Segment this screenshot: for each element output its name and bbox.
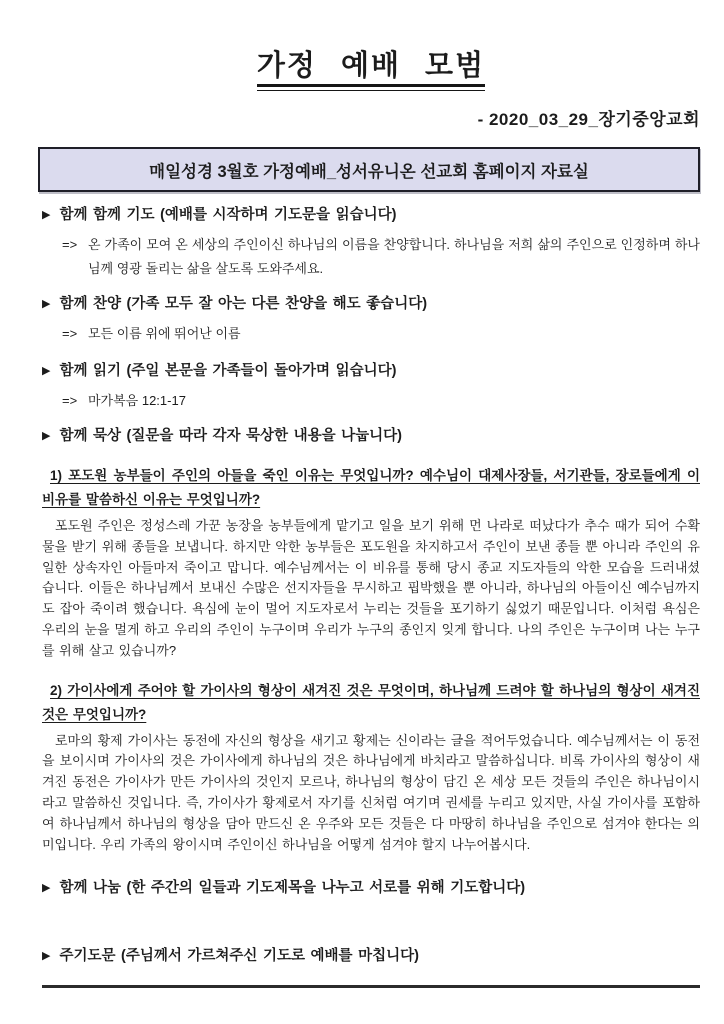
section-heading-praise-label: 함께 찬양 (가족 모두 잘 아는 다른 찬양을 해도 좋습니다) — [59, 296, 428, 312]
banner-title: 매일성경 3월호 가정예배_성서유니온 선교회 홈페이지 자료실 — [149, 163, 589, 181]
section-heading-meditation — [42, 426, 700, 447]
response-arrow-icon: => — [62, 393, 78, 408]
section-heading-lords-prayer — [42, 946, 700, 967]
section-heading-sharing — [42, 878, 700, 899]
meditation-question-1: 1) 포도원 농부들이 주인의 아들을 죽인 이유는 무엇입니까? 예수님이 대제사장들, 서기관들, 장로들에게 이 비유를 말씀하신 이유는 무엇입니까? — [42, 468, 700, 507]
triangle-bullet-icon: ▶ — [42, 430, 51, 442]
response-prayer-text: 온 가족이 모여 온 세상의 주인이신 하나님의 이름을 찬양합니다. 하나님을 저희 삶의 주인으로 인정하며 하나님께 영광 돌리는 삶을 살도록 도와주세요. — [88, 237, 700, 276]
section-heading-prayer — [42, 205, 700, 226]
triangle-bullet-icon: ▶ — [42, 950, 51, 963]
section-heading-praise — [42, 294, 700, 315]
response-praise — [62, 322, 700, 346]
section-heading-sharing-label: 함께 나눔 (한 주간의 일들과 기도제목을 나누고 서로를 위해 기도합니다) — [59, 880, 526, 897]
section-heading-reading — [42, 361, 700, 382]
meditation-question-2: 2) 가이사에게 주어야 할 가이사의 형상이 새겨진 것은 무엇이며, 하나님께 드려야 할 하나님의 형상이 새겨진 것은 무엇입니까? — [42, 682, 700, 722]
triangle-bullet-icon: ▶ — [42, 298, 51, 310]
banner-box — [38, 147, 700, 192]
section-heading-meditation-label: 함께 묵상 (질문을 따라 각자 묵상한 내용을 나눕니다) — [59, 428, 402, 444]
bottom-divider — [42, 985, 700, 988]
title-double-underline — [257, 46, 485, 91]
response-reading — [62, 389, 700, 413]
triangle-bullet-icon: ▶ — [42, 365, 51, 377]
response-prayer — [62, 233, 700, 281]
page-title — [42, 46, 700, 91]
response-arrow-icon: => — [62, 326, 78, 341]
section-heading-reading-label: 함께 읽기 (주일 본문을 가족들이 돌아가며 읽습니다) — [59, 363, 397, 379]
triangle-bullet-icon: ▶ — [42, 882, 51, 895]
section-heading-lords-prayer-label: 주기도문 (주님께서 가르쳐주신 기도로 예배를 마칩니다) — [59, 948, 419, 965]
response-arrow-icon: => — [62, 237, 78, 252]
response-praise-text: 모든 이름 위에 뛰어난 이름 — [88, 326, 241, 341]
section-heading-prayer-label: 함께 함께 기도 (예배를 시작하며 기도문을 읽습니다) — [59, 207, 397, 223]
response-reading-text: 마가복음 12:1-17 — [88, 393, 186, 408]
meditation-answer-1: 포도원 주인은 정성스레 가꾼 농장을 농부들에게 맡기고 일을 보기 위해 먼 나라로 떠났다가 추수 때가 되어 수확물을 받기 위해 종들을 보냅니다. 하지만 악한 농부들은 포도원을 차지하고서 주인이 보낸 종들 뿐 아니라 주인의 유일한 상속자인 아들마저 죽이고 맙니다. 예수님께서는 이 비유를 통해 당시 종교 지도자들의 악한 모습을 드러내셨습니다. 이들은 하나님께서 보내신 수많은 선지자들을 무시하고 핍박했을 뿐 아니라, 하나님의 아들이신 예수님까지도 잡아 죽이려 했습니다. 욕심에 눈이 멀어 지도자로서 누리는 것들을 포기하기 싫었기 때문입니다. 이처럼 욕심은 우리의 눈을 멀게 하고 우리의 주인이 누구이며 우리가 누구의 종인지 잊게 합니다. 나의 주인은 누구이며 나는 누구를 위해 살고 있습니까? — [42, 518, 700, 658]
meditation-answer-2: 로마의 황제 가이사는 동전에 자신의 형상을 새기고 황제는 신이라는 글을 적어두었습니다. 예수님께서는 이 동전을 보이시며 가이사의 것은 가이사에게 하나님의 것은 하나님에게 바치라고 말씀하십니다. 비록 가이사의 형상이 새겨진 동전은 가이사가 만든 가이사의 것인지 모르나, 하나님의 형상이 담긴 온 세상 모든 것들의 주인은 하나님이시라고 말씀하신 것입니다. 즉, 가이사가 황제로서 자기를 신처럼 여기며 권세를 누리고 있지만, 사실 가이사를 포함하여 하나님께서 하나님의 형상을 담아 만드신 온 우주와 모든 것들은 다 마땅히 하나님을 주인으로 섬겨야 한다는 의미입니다. 우리 가족의 왕이시며 주인이신 하나님을 어떻게 섬겨야 할지 나누어봅시다. — [42, 732, 700, 852]
triangle-bullet-icon: ▶ — [42, 209, 51, 221]
date-line: - 2020_03_29_장기중앙교회 — [477, 110, 700, 129]
page-title-text: 가정 예배 모범 — [257, 49, 485, 87]
